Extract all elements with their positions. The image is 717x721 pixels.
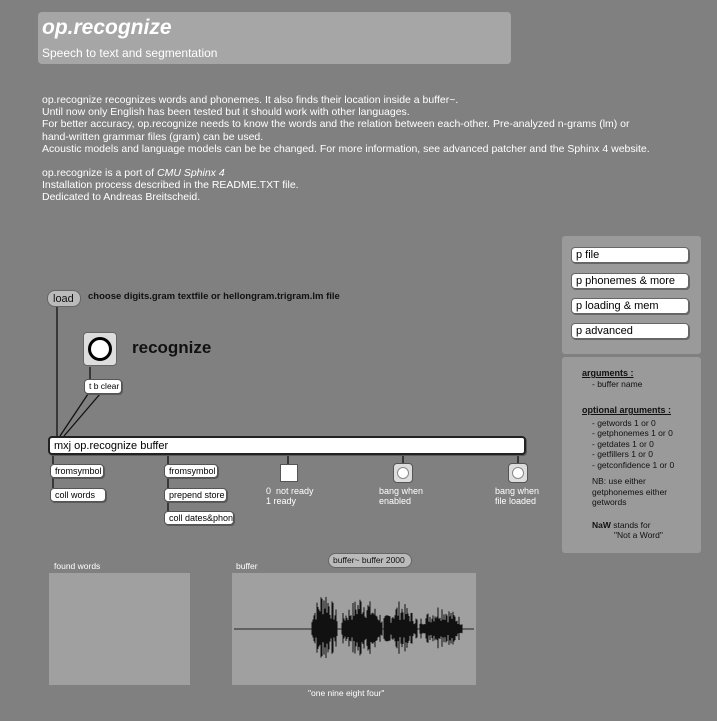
bang-loaded-label: bang when file loaded xyxy=(495,486,540,506)
coll-words-object[interactable]: coll words xyxy=(50,488,106,502)
prepend-store-object[interactable]: prepend store xyxy=(164,488,227,502)
naw-definition: "Not a Word" xyxy=(614,530,663,540)
description-line: Until now only English has been tested but it should work with other languages. xyxy=(42,106,410,119)
p-loading-button[interactable]: p loading & mem xyxy=(571,298,689,314)
description-line: For better accuracy, op.recognize needs to know the words and the relation between each-other. Pre-analyzed n-grams (lm) or xyxy=(42,118,630,131)
optional-item: - getconfidence 1 or 0 xyxy=(592,459,675,470)
argument-item: - buffer name xyxy=(592,378,643,389)
optional-item: - getfillers 1 or 0 xyxy=(592,449,653,459)
mxj-recognize-object[interactable]: mxj op.recognize buffer xyxy=(48,436,526,455)
found-words-display[interactable] xyxy=(49,573,190,685)
recognize-bang[interactable] xyxy=(83,332,117,366)
bang-loaded[interactable] xyxy=(508,463,528,483)
description-line: op.recognize recognizes words and phonemes. It also finds their location inside a buffer~. xyxy=(42,94,459,106)
buffer-waveform-display[interactable] xyxy=(232,573,476,685)
arguments-heading: arguments : xyxy=(582,368,634,378)
trigger-object[interactable]: t b clear xyxy=(84,379,122,394)
buffer-message[interactable]: buffer~ buffer 2000 xyxy=(328,553,412,568)
page-subtitle: Speech to text and segmentation xyxy=(42,46,218,60)
optional-item: - getwords 1 or 0 xyxy=(592,417,656,428)
bang-circle-icon xyxy=(88,337,112,361)
naw-term: NaW xyxy=(592,519,611,530)
optional-heading: optional arguments : xyxy=(582,405,672,415)
ready-label: 0 not ready 1 ready xyxy=(266,486,314,506)
coll-dates-object[interactable]: coll dates&phon xyxy=(164,511,234,525)
found-words-label: found words xyxy=(54,561,101,571)
description-line: Acoustic models and language models can be be changed. For more information, see advanced patcher and the Sphinx 4 website. xyxy=(42,142,650,155)
nb-note: NB: use either getphonemes either getwords xyxy=(592,476,668,507)
p-advanced-button[interactable]: p advanced xyxy=(571,323,689,339)
bang-enabled-label: bang when enabled xyxy=(379,486,424,506)
bang-enabled[interactable] xyxy=(393,463,413,483)
fromsymbol-dates[interactable]: fromsymbol xyxy=(164,464,218,478)
optional-item: - getdates 1 or 0 xyxy=(592,438,654,449)
arguments-notes xyxy=(582,368,674,541)
install-line: Installation process described in the README.TXT file. xyxy=(42,179,299,192)
buffer-label: buffer xyxy=(236,561,258,571)
naw-note xyxy=(582,508,674,531)
port-name: CMU Sphinx 4 xyxy=(156,167,225,180)
description-line: hand-written grammar files (gram) can be used. xyxy=(42,130,264,143)
p-file-button[interactable]: p file xyxy=(571,247,689,263)
waveform-graphic xyxy=(232,573,476,685)
dedication-line: Dedicated to Andreas Breitscheid. xyxy=(42,191,201,204)
ready-toggle[interactable] xyxy=(280,464,298,482)
buffer-caption: "one nine eight four" xyxy=(308,688,385,698)
recognize-label: recognize xyxy=(132,338,212,357)
fromsymbol-words[interactable]: fromsymbol xyxy=(50,464,104,478)
page-title: op.recognize xyxy=(42,16,172,39)
p-phonemes-button[interactable]: p phonemes & more xyxy=(571,273,689,289)
port-prefix: op.recognize is a port of xyxy=(42,167,157,180)
load-button[interactable]: load xyxy=(47,290,81,307)
naw-rest: stands for xyxy=(610,519,651,530)
load-hint: choose digits.gram textfile or hellongram.trigram.lm file xyxy=(88,291,340,302)
optional-item: - getphonemes 1 or 0 xyxy=(592,428,673,438)
